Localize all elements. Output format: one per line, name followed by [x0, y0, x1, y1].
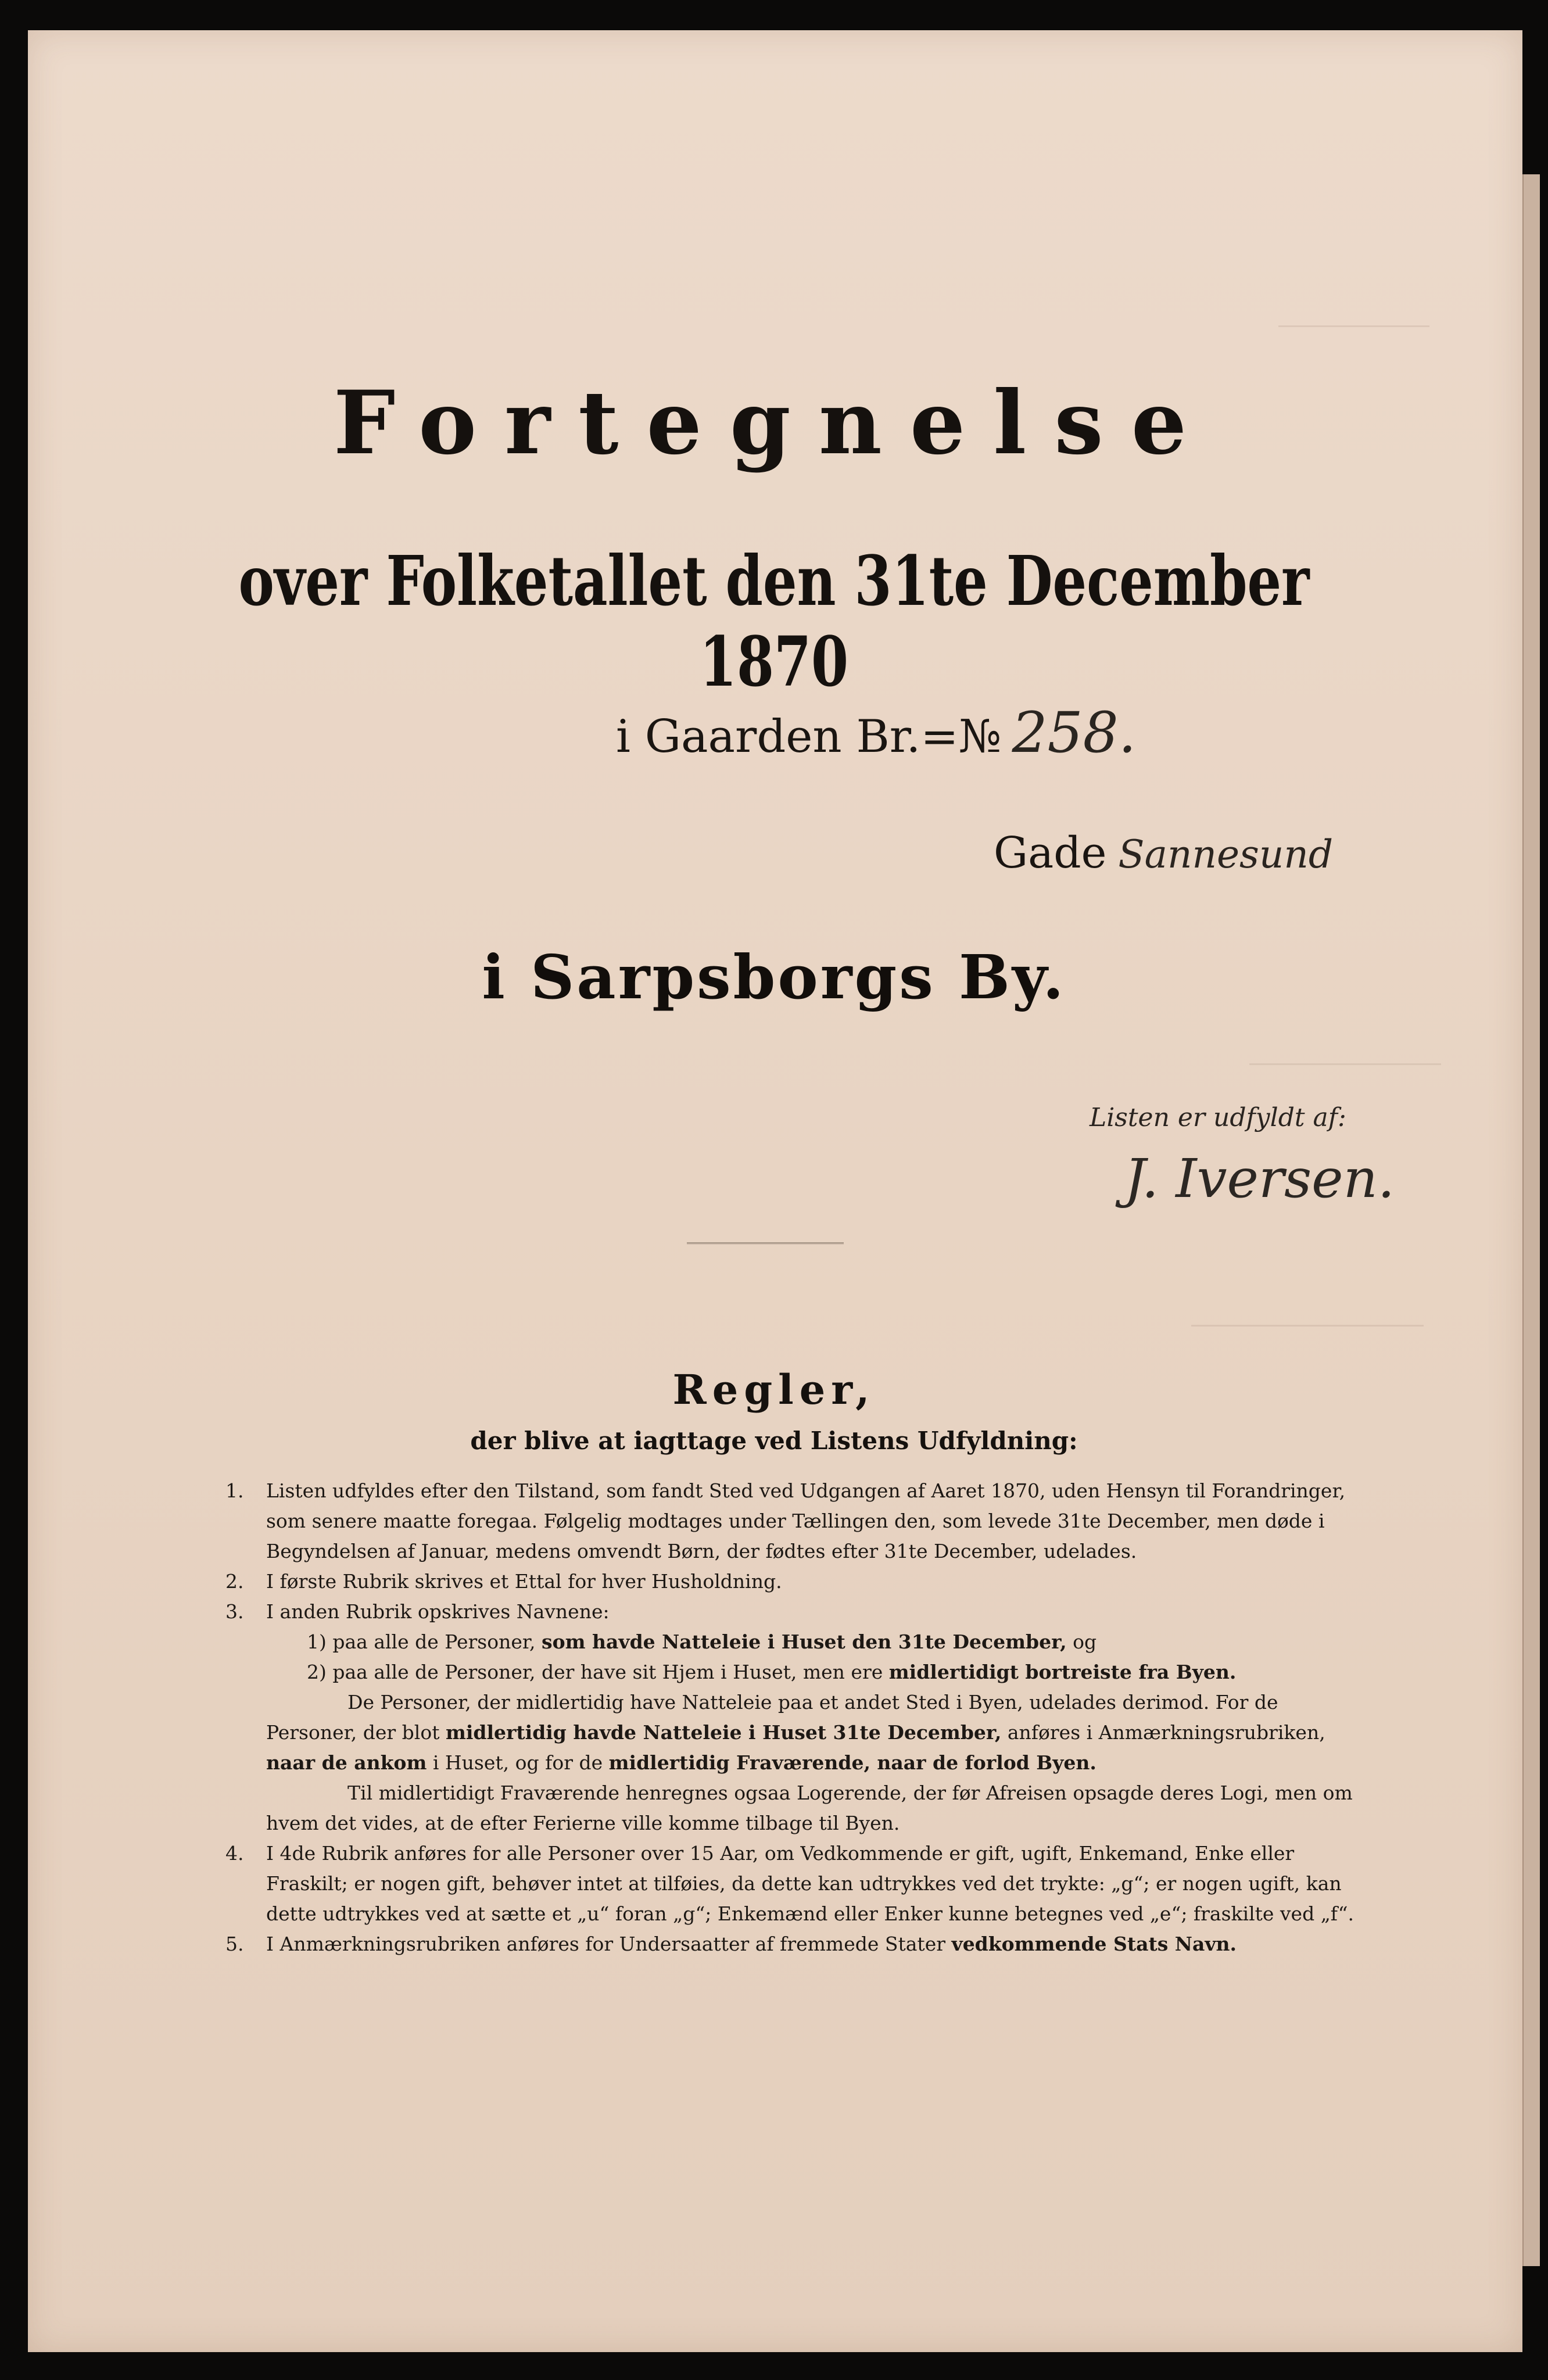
rules-subheading: der blive at iagttage ved Listens Udfyldning: [470, 1426, 1078, 1455]
rule-text: 2) paa alle de Personer, der have sit Hjem i Huset, men ere [307, 1661, 883, 1683]
rules-list [225, 1476, 1364, 1959]
street-row [994, 828, 1333, 878]
rule-text: i Huset, og for de [432, 1751, 603, 1774]
rule-text: og [1073, 1630, 1097, 1653]
rule-text: I 4de Rubrik anføres for alle Personer over 15 Aar, om Vedkommende er gift, ugift, Enkemand, Enke eller Fraskilt; er nogen gift, behøver intet at tilføies, da dette kan udtrykkes ved det trykte: „g“; er nogen ugift, kan dette udtrykkes ved at sætte et „u“ foran „g“; Enkemænd eller Enker kunne betegnes ved „e“; fraskilte ved „f“. [266, 1842, 1354, 1925]
rule-text: 1) paa alle de Personer, [307, 1630, 536, 1653]
rule-text: I anden Rubrik opskrives Navnene: [266, 1600, 610, 1623]
rule-text: Til midlertidigt Fraværende henregnes ogsaa Logerende, der før Afreisen opsagde deres Logi, men om hvem det vides, at de efter Ferierne ville komme tilbage til Byen. [266, 1782, 1353, 1834]
farm-label: i Gaarden Br.=№ [616, 711, 1002, 763]
rule-item [225, 1597, 1364, 1838]
document-subtitle: over Folketallet den 31te December 1870 [238, 540, 1310, 702]
rule-paragraph [266, 1778, 1364, 1838]
rule-text: Listen udfyldes efter den Tilstand, som fandt Sted ved Udgangen af Aaret 1870, uden Hensyn til Forandringer, som senere maatte foregaa. Følgelig modtages under Tællingen den, som levede 31te December, men døde i Begyndelsen af Januar, medens omvendt Børn, der fødtes efter 31te December, udelades. [266, 1479, 1346, 1562]
divider-rule [687, 1242, 844, 1244]
rule-text: I Anmærkningsrubriken anføres for Undersaatter af fremmede Stater [266, 1933, 946, 1955]
street-label: Gade [994, 828, 1107, 878]
rule-item [225, 1929, 1364, 1959]
rule-emphasis: midlertidigt bortreiste fra Byen. [888, 1661, 1237, 1683]
rule-text: anføres i Anmærkningsrubriken, [1007, 1721, 1325, 1744]
rules-heading: Regler, [672, 1365, 876, 1414]
rule-emphasis: naar de ankom [266, 1751, 427, 1774]
bleed-through-mark [1191, 1325, 1424, 1329]
rule-emphasis: midlertidig Fraværende, naar de forlod Byen. [608, 1751, 1096, 1774]
rule-item [225, 1838, 1364, 1929]
farm-number: 258. [1012, 700, 1137, 765]
street-value: Sannesund [1118, 832, 1334, 877]
rule-item [225, 1476, 1364, 1567]
bleed-through-mark [1249, 1063, 1441, 1067]
rule-emphasis: som havde Natteleie i Huset den 31te December, [542, 1630, 1067, 1653]
filled-by-label: Listen er udfyldt af: [1090, 1103, 1346, 1132]
rule-number: 1. [225, 1479, 244, 1502]
rule-subitem [266, 1657, 1364, 1687]
rule-number: 5. [225, 1933, 244, 1955]
rule-number: 4. [225, 1842, 244, 1865]
document-title: Fortegnelse [333, 372, 1215, 474]
bleed-through-mark [1278, 325, 1429, 329]
city-line: i Sarpsborgs By. [482, 941, 1066, 1013]
rule-item [225, 1567, 1364, 1597]
rule-text: I første Rubrik skrives et Ettal for hver Husholdning. [266, 1570, 782, 1593]
filled-by-signature: J. Iversen. [1124, 1148, 1395, 1210]
rule-subitem [266, 1627, 1364, 1657]
rule-number: 2. [225, 1570, 244, 1593]
rule-text: De Personer, der midlertidig have Natteleie paa et andet Sted i Byen, udelades derimod. For de Personer, der blot [266, 1691, 1278, 1744]
page-edge [1522, 174, 1540, 2266]
rule-emphasis: midlertidig havde Natteleie i Huset 31te December, [445, 1721, 1002, 1744]
rule-number: 3. [225, 1600, 244, 1623]
farm-number-row [616, 700, 1136, 765]
rule-paragraph [266, 1687, 1364, 1778]
rule-emphasis: vedkommende Stats Navn. [951, 1933, 1237, 1955]
